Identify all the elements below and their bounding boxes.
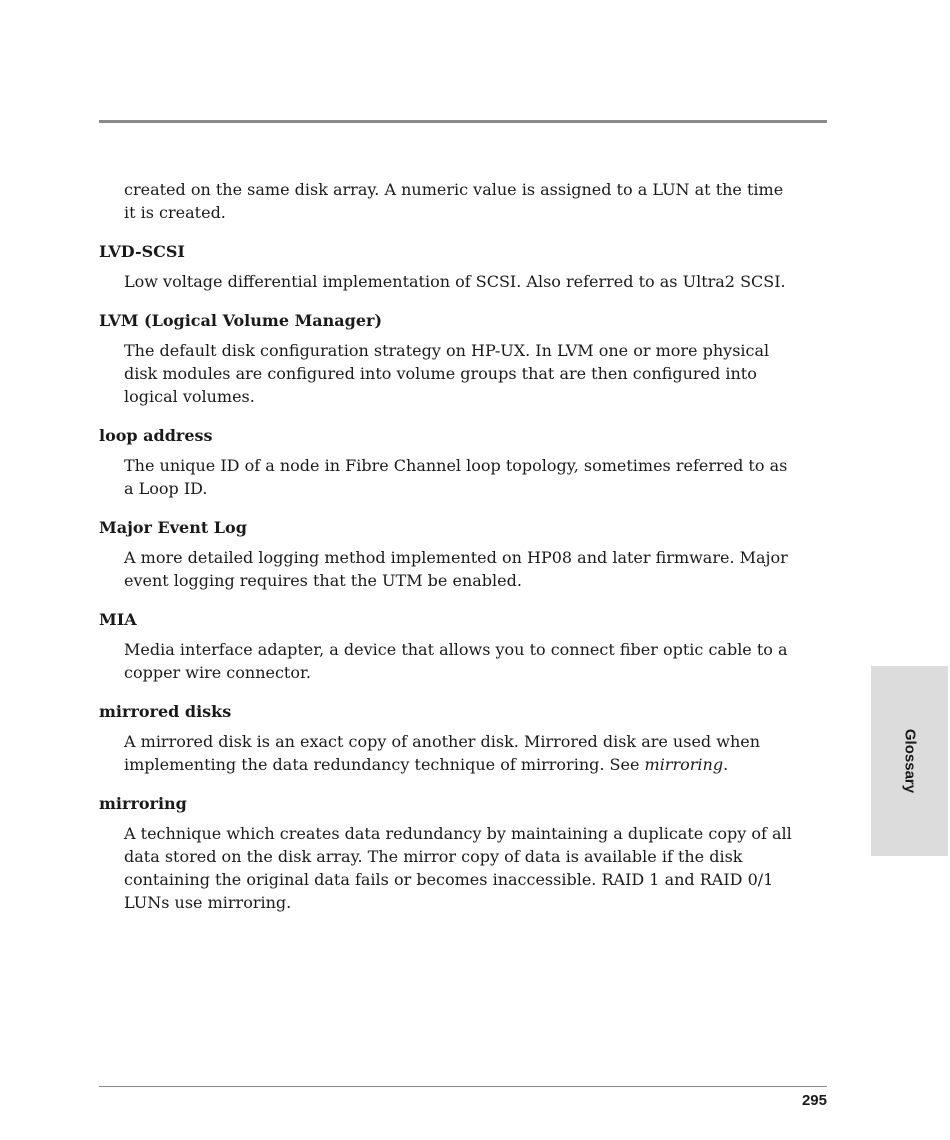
glossary-entry-mirroring <box>99 792 799 914</box>
glossary-entry-loop-address <box>99 424 799 500</box>
glossary-term: mirrored disks <box>99 702 232 721</box>
glossary-entry-major-event-log <box>99 516 799 592</box>
glossary-definition: A more detailed logging method implemented on HP08 and later firmware. Major event logging requires that the UTM be enabled. <box>124 548 788 590</box>
glossary-content <box>99 178 799 914</box>
definition-end: . <box>723 755 729 774</box>
glossary-term: mirroring <box>99 794 187 813</box>
glossary-entry-lvd-scsi <box>99 240 799 293</box>
glossary-entry-mirrored-disks <box>99 700 799 776</box>
glossary-definition: The default disk configuration strategy on HP-UX. In LVM one or more physical disk modules are configured into volume groups that are then configured into logical volumes. <box>124 341 770 406</box>
glossary-term: Major Event Log <box>99 518 247 537</box>
header-rule <box>99 120 827 123</box>
continued-definition: created on the same disk array. A numeric value is assigned to a LUN at the time it is created. <box>124 180 784 222</box>
glossary-term: LVM (Logical Volume Manager) <box>99 311 383 330</box>
glossary-definition: The unique ID of a node in Fibre Channel loop topology, sometimes referred to as a Loop ID. <box>124 456 788 498</box>
glossary-entry-mia <box>99 608 799 684</box>
glossary-term: LVD-SCSI <box>99 242 185 261</box>
glossary-definition: Media interface adapter, a device that allows you to connect fiber optic cable to a copper wire connector. <box>124 640 788 682</box>
glossary-term: MIA <box>99 610 137 629</box>
glossary-side-tab[interactable] <box>871 666 948 856</box>
footer-rule <box>99 1086 827 1087</box>
side-tab-label: Glossary <box>901 728 918 794</box>
definition-text: A mirrored disk is an exact copy of another disk. Mirrored disk are used when implementing the data redundancy technique of mirroring. See <box>124 732 761 774</box>
see-reference-link[interactable]: mirroring <box>644 755 724 774</box>
page-number: 295 <box>801 1092 827 1109</box>
glossary-definition: Low voltage differential implementation of SCSI. Also referred to as Ultra2 SCSI. <box>124 272 786 291</box>
glossary-definition <box>124 730 799 776</box>
glossary-definition: A technique which creates data redundancy by maintaining a duplicate copy of all data stored on the disk array. The mirror copy of data is available if the disk containing the original data fails or becomes inaccessible. RAID 1 and RAID 0/1 LUNs use mirroring. <box>124 824 792 912</box>
glossary-entry-lvm <box>99 309 799 408</box>
glossary-term: loop address <box>99 426 213 445</box>
